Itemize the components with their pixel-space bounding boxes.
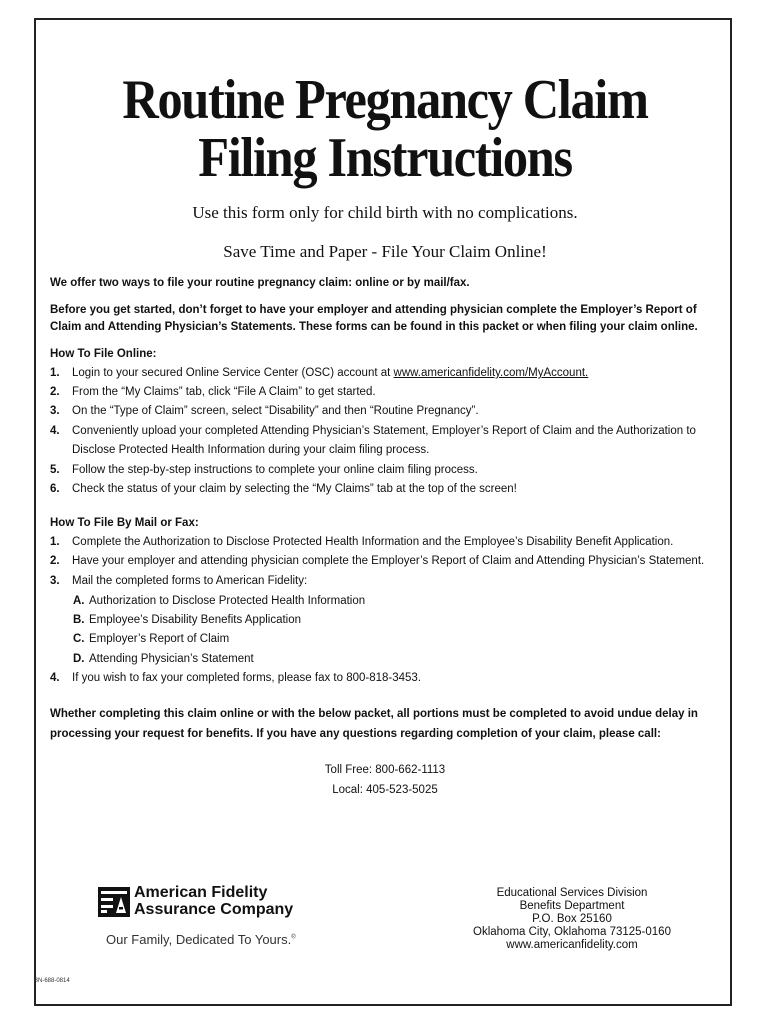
step-number: 6. bbox=[50, 483, 60, 495]
online-step-4 bbox=[50, 422, 730, 460]
mail-sub-c bbox=[73, 633, 229, 645]
document-title-line1: Routine Pregnancy Claim bbox=[122, 69, 648, 131]
tagline-text: Our Family, Dedicated To Yours. bbox=[106, 932, 292, 947]
form-number: BN-688-0814 bbox=[34, 978, 70, 984]
step-number: 2. bbox=[50, 555, 60, 567]
myaccount-link[interactable]: www.americanfidelity.com/MyAccount. bbox=[393, 367, 589, 379]
step-text: If you wish to fax your completed forms, please fax to 800-818-3453. bbox=[72, 672, 422, 684]
online-step-2 bbox=[50, 383, 730, 402]
mail-step-1 bbox=[50, 533, 730, 552]
before-start-paragraph: Before you get started, don’t forget to have your employer and attending physician complete the Employer’s Report of Claim and Attending Physician’s Statements. These forms can be found in this packet or when filing your claim online. bbox=[50, 304, 698, 333]
step-number: 3. bbox=[50, 575, 60, 587]
mail-sub-d bbox=[73, 653, 254, 665]
online-step-5 bbox=[50, 461, 730, 480]
mail-heading: How To File By Mail or Fax: bbox=[50, 517, 199, 529]
step-text: On the “Type of Claim” screen, select “Disability” and then “Routine Pregnancy”. bbox=[72, 405, 479, 417]
step-text: From the “My Claims” tab, click “File A Claim” to get started. bbox=[72, 386, 376, 398]
sub-text: Employee’s Disability Benefits Application bbox=[89, 614, 302, 626]
sub-letter: D. bbox=[73, 653, 85, 665]
address-city: Oklahoma City, Oklahoma 73125-0160 bbox=[473, 926, 671, 938]
sub-letter: C. bbox=[73, 633, 85, 645]
sub-letter: B. bbox=[73, 614, 85, 626]
address-po-box: P.O. Box 25160 bbox=[532, 913, 612, 925]
online-heading: How To File Online: bbox=[50, 348, 157, 360]
company-name bbox=[134, 884, 293, 918]
mail-step-4 bbox=[50, 669, 730, 688]
address-department: Benefits Department bbox=[519, 900, 625, 912]
website-link[interactable]: www.americanfidelity.com bbox=[506, 939, 638, 951]
sub-letter: A. bbox=[73, 595, 85, 607]
step-number: 2. bbox=[50, 386, 60, 398]
american-fidelity-logo-icon bbox=[98, 887, 130, 917]
step-number: 4. bbox=[50, 672, 60, 684]
intro-paragraph: We offer two ways to file your routine pregnancy claim: online or by mail/fax. bbox=[50, 277, 470, 289]
step-text: Login to your secured Online Service Center (OSC) account at bbox=[72, 367, 394, 379]
sub-text: Authorization to Disclose Protected Health Information bbox=[89, 595, 366, 607]
sub-text: Employer’s Report of Claim bbox=[89, 633, 230, 645]
trademark-mark: ® bbox=[291, 934, 296, 941]
mail-sub-a bbox=[73, 595, 365, 607]
step-number: 1. bbox=[50, 367, 60, 379]
address-division: Educational Services Division bbox=[496, 887, 648, 899]
step-number: 5. bbox=[50, 464, 60, 476]
company-tagline bbox=[106, 932, 296, 947]
local-number: Local: 405-523-5025 bbox=[332, 784, 438, 796]
mailing-address bbox=[470, 887, 674, 952]
step-number: 1. bbox=[50, 536, 60, 548]
usage-note: Use this form only for child birth with no complications. bbox=[192, 203, 578, 222]
step-text: Check the status of your claim by selecting the “My Claims” tab at the top of the screen! bbox=[72, 483, 517, 495]
step-number: 3. bbox=[50, 405, 60, 417]
mail-step-2 bbox=[50, 552, 730, 571]
step-text: Follow the step-by-step instructions to complete your online claim filing process. bbox=[72, 464, 478, 476]
step-number: 4. bbox=[50, 425, 60, 437]
company-name-line1: American Fidelity bbox=[134, 884, 268, 901]
toll-free-number: Toll Free: 800-662-1113 bbox=[324, 764, 446, 776]
step-text: Complete the Authorization to Disclose Protected Health Information and the Employee’s Disability Benefit Application. bbox=[72, 536, 674, 548]
online-promo: Save Time and Paper - File Your Claim Online! bbox=[223, 242, 547, 261]
online-step-1 bbox=[50, 364, 730, 383]
mail-sub-b bbox=[73, 614, 301, 626]
company-logo bbox=[98, 882, 318, 952]
sub-text: Attending Physician’s Statement bbox=[89, 653, 254, 665]
company-name-line2: Assurance Company bbox=[134, 901, 294, 918]
step-text: Conveniently upload your completed Attending Physician’s Statement, Employer’s Report of Claim and the Authorization to Disclose Protected Health Information during your claim filing process. bbox=[72, 425, 696, 456]
online-step-6 bbox=[50, 480, 730, 499]
step-text: Have your employer and attending physician complete the Employer’s Report of Claim and Attending Physician’s Statement. bbox=[72, 555, 705, 567]
document-title-line2: Filing Instructions bbox=[198, 127, 572, 189]
online-step-3 bbox=[50, 402, 730, 421]
mail-step-3 bbox=[50, 572, 730, 591]
closing-paragraph: Whether completing this claim online or with the below packet, all portions must be completed to avoid undue delay in processing your request for benefits. If you have any questions regarding completion of your claim, please call: bbox=[50, 708, 698, 740]
step-text: Mail the completed forms to American Fidelity: bbox=[72, 575, 308, 587]
